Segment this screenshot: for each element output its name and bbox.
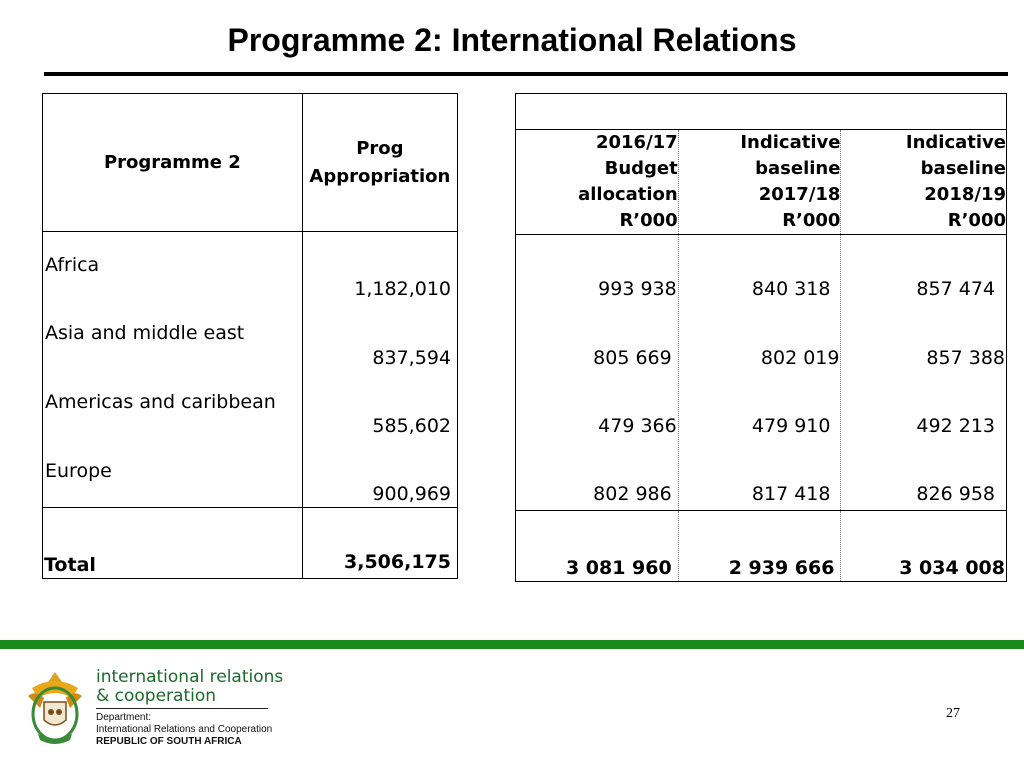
value-americas-2017-18: 479 910 [751, 415, 831, 437]
dept-line-3: REPUBLIC OF SOUTH AFRICA [96, 736, 242, 747]
row-label-americas: Americas and caribbean [45, 391, 276, 413]
col-2016-17-values [516, 235, 679, 511]
total-label: Total [43, 508, 303, 579]
header-prog: Prog [356, 137, 404, 159]
baseline-table-top-row [516, 94, 1007, 130]
header-2017-18-line1: Indicative [740, 132, 841, 153]
baseline-total-row [516, 511, 1007, 582]
footer-green-bar [0, 640, 1024, 649]
total-2017-18: 2 939 666 [678, 511, 841, 582]
brand-divider [96, 708, 268, 709]
brand-line-2: & cooperation [96, 686, 217, 706]
total-2016-17: 3 081 960 [516, 511, 679, 582]
header-2017-18 [678, 130, 841, 235]
brand-wordmark [96, 668, 283, 706]
row-label-africa: Africa [45, 254, 100, 276]
header-2017-18-line3: R’000 [782, 210, 841, 231]
title-underline [44, 72, 1008, 76]
appropriation-values-cell [302, 232, 457, 508]
page-number: 27 [946, 706, 960, 721]
header-2018-19 [841, 130, 1007, 235]
programme-table-body [43, 232, 458, 508]
value-africa-2017-18: 840 318 [751, 278, 831, 300]
value-asia-2018-19: 857 388 [926, 347, 1005, 369]
header-2016-17-line3: R’000 [619, 210, 678, 231]
value-europe-2017-18: 817 418 [751, 483, 831, 505]
programme-table-header [43, 94, 458, 232]
page-title: Programme 2: International Relations [227, 22, 797, 58]
header-2018-19-line2: 2018/19 [924, 184, 1006, 205]
baseline-table-body [516, 235, 1007, 511]
value-europe-2016-17: 802 986 [593, 483, 672, 505]
header-2018-19-line1: Indicative baseline [905, 132, 1006, 179]
value-asia-2016-17: 805 669 [593, 347, 672, 369]
row-value-asia: 837,594 [372, 347, 451, 369]
row-label-europe: Europe [45, 460, 112, 482]
row-value-americas: 585,602 [372, 415, 451, 437]
baseline-table [515, 93, 1007, 582]
value-americas-2018-19: 492 213 [916, 415, 995, 437]
col-2017-18-values [678, 235, 841, 511]
header-2018-19-line3: R’000 [947, 210, 1006, 231]
value-europe-2018-19: 826 958 [916, 483, 995, 505]
total-value: 3,506,175 [344, 551, 451, 573]
value-asia-2017-18: 802 019 [760, 347, 840, 369]
header-prog-appropriation [302, 94, 457, 232]
value-americas-2016-17: 479 366 [598, 415, 677, 437]
baseline-table-header [516, 130, 1007, 235]
row-label-asia: Asia and middle east [45, 322, 245, 344]
header-2017-18-line2: baseline 2017/18 [755, 158, 841, 205]
department-text [96, 712, 272, 748]
col-2018-19-values [841, 235, 1007, 511]
brand-line-1: international relations [96, 667, 284, 687]
coat-of-arms-icon [24, 668, 86, 750]
dept-line-1: Department: [96, 712, 152, 723]
value-africa-2016-17: 993 938 [598, 278, 677, 300]
header-2016-17 [516, 130, 679, 235]
header-2016-17-line1: 2016/17 [595, 132, 678, 153]
header-programme: Programme 2 [43, 94, 303, 232]
row-value-europe: 900,969 [372, 483, 451, 505]
header-2016-17-line2: Budget allocation [578, 158, 678, 205]
region-labels-cell [43, 232, 303, 508]
total-2018-19: 3 034 008 [899, 557, 1005, 579]
programme-table [42, 93, 458, 579]
baseline-table-empty-cell [516, 94, 1007, 130]
value-africa-2018-19: 857 474 [916, 278, 995, 300]
programme-total-row [43, 508, 458, 579]
row-value-africa: 1,182,010 [354, 278, 451, 300]
dept-line-2: International Relations and Cooperation [96, 724, 273, 735]
header-appropriation: Appropriation [309, 165, 451, 187]
